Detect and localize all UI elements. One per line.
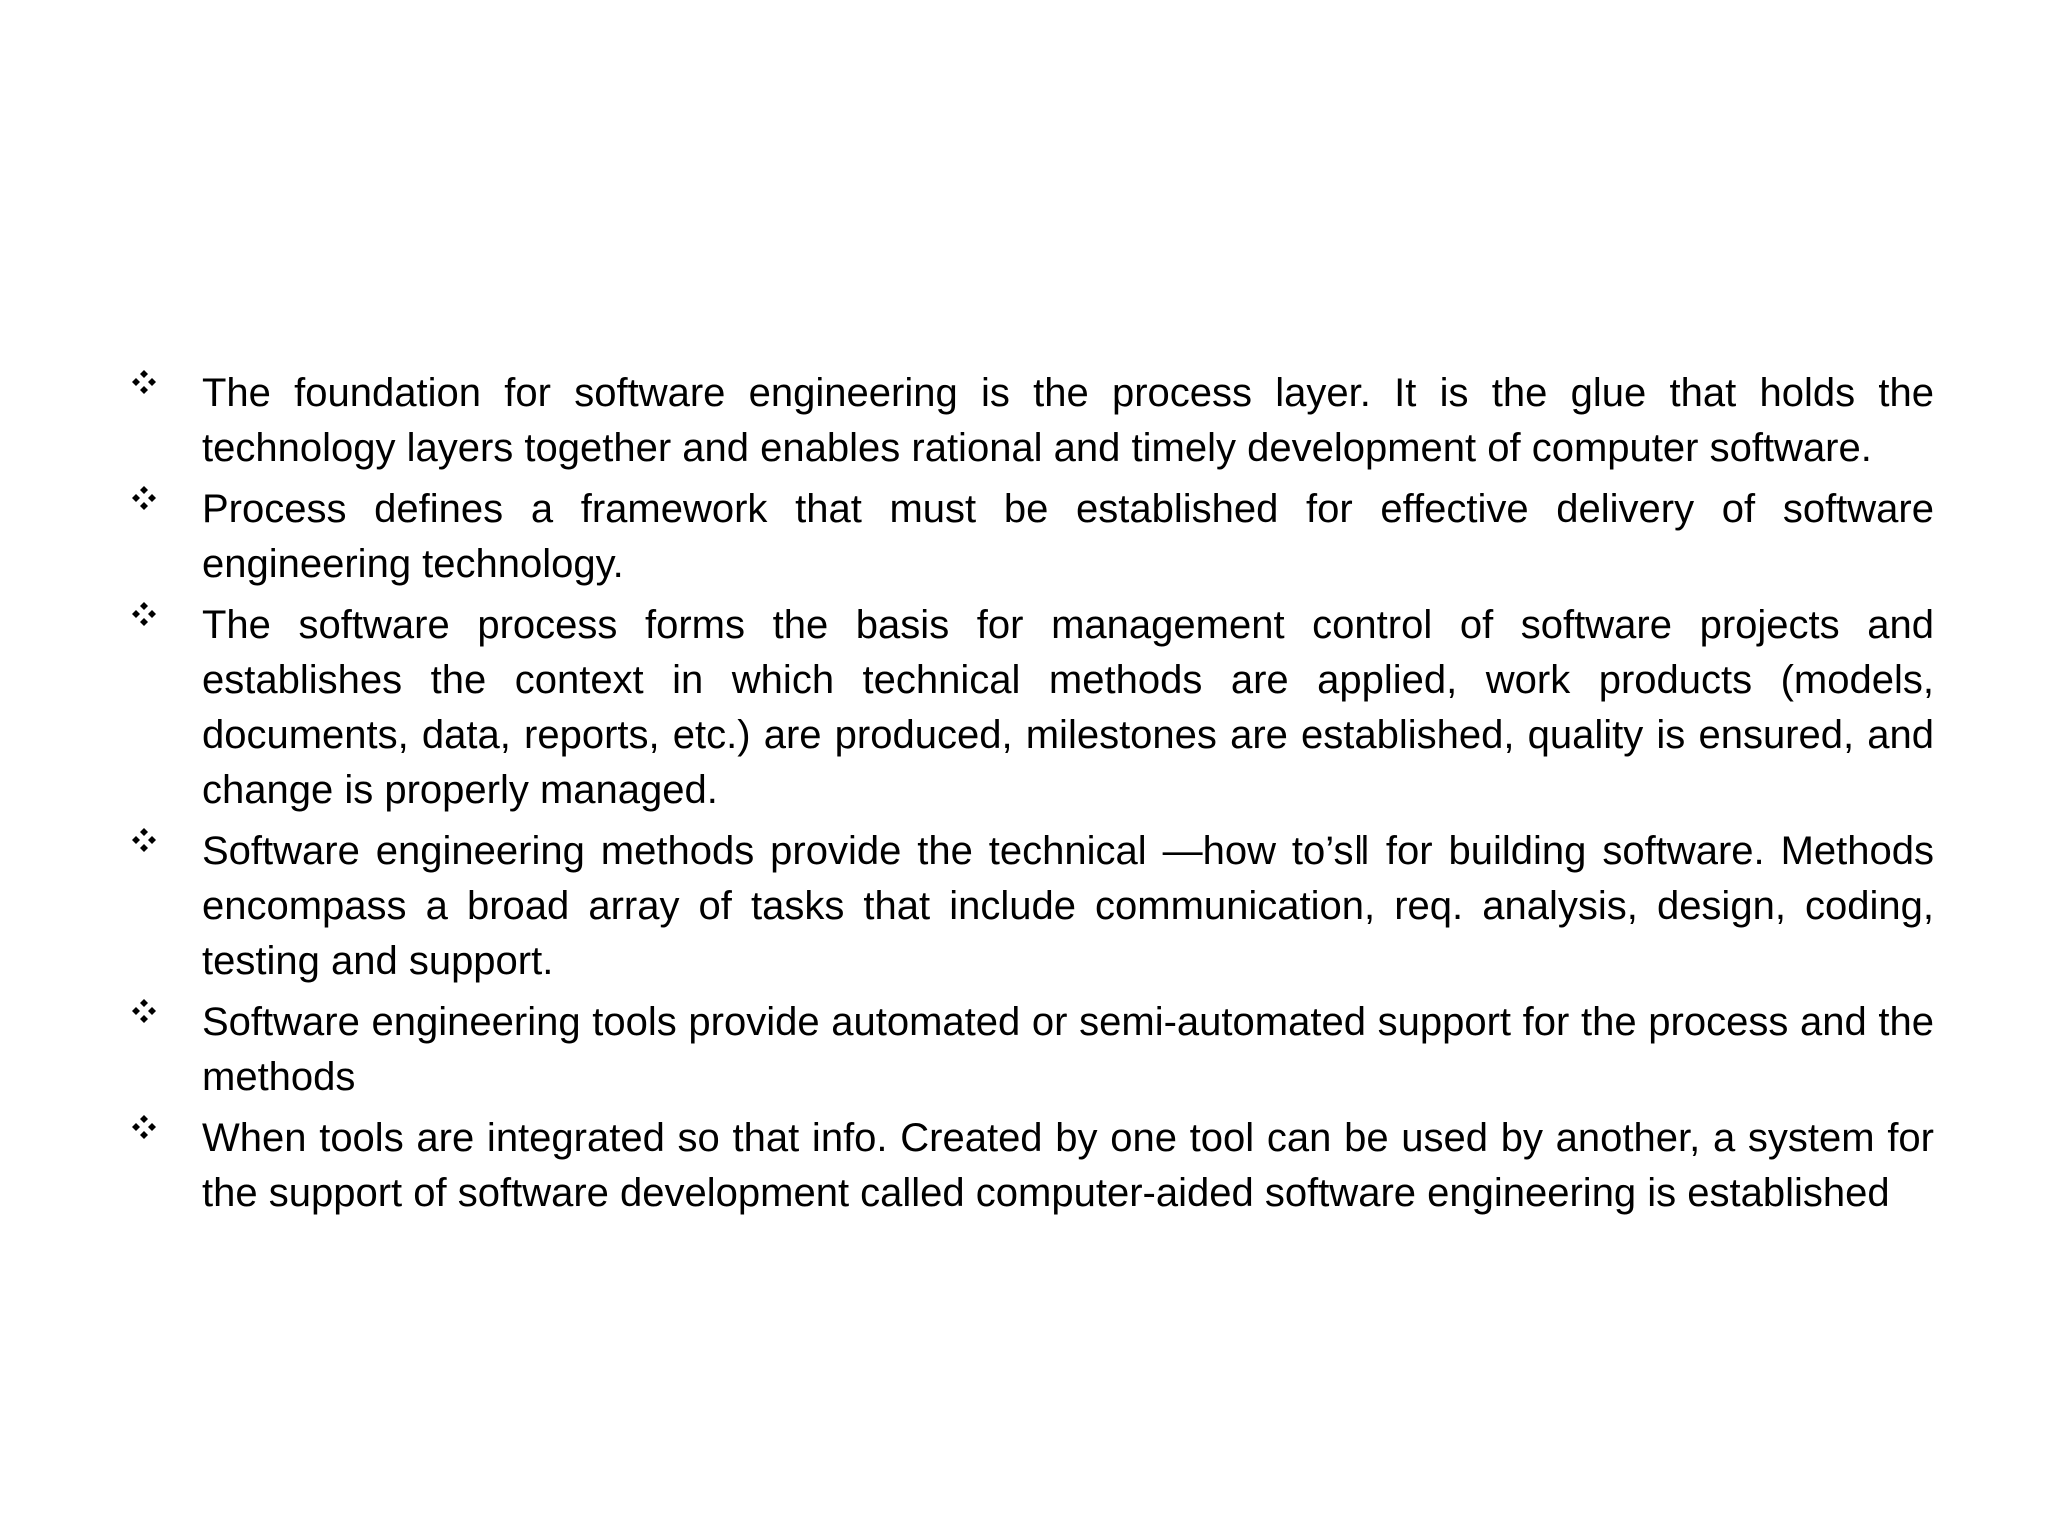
four-diamond-bullet-icon [128,482,160,522]
bullet-text: Process defines a framework that must be established for effective delivery of software engineering technology. [202,487,1934,586]
bullet-text: The foundation for software engineering is the process layer. It is the glue that holds the technology layers together and enables rational and timely development of computer software. [202,371,1934,470]
bullet-text: Software engineering methods provide the technical ―how to’s‖ for building software. Methods encompass a broad array of tasks that include communication, req. analysis, design, coding, testing and support. [202,829,1934,983]
bullet-item-methods [128,824,1934,989]
bullet-item-case [128,1111,1934,1221]
bullet-item-management-control [128,598,1934,818]
four-diamond-bullet-icon [128,995,160,1035]
bullet-item-process-foundation [128,366,1934,476]
bullet-text: When tools are integrated so that info. Created by one tool can be used by another, a system for the support of software development called computer-aided software engineering is established [202,1116,1934,1215]
four-diamond-bullet-icon [128,824,160,864]
bullet-item-tools [128,995,1934,1105]
bullet-list [128,366,1934,1227]
bullet-text: Software engineering tools provide automated or semi-automated support for the process and the methods [202,1000,1934,1099]
four-diamond-bullet-icon [128,598,160,638]
bullet-text: The software process forms the basis for management control of software projects and establishes the context in which technical methods are applied, work products (models, documents, data, reports, etc.) are produced, milestones are established, quality is ensured, and change is properly managed. [202,603,1934,812]
four-diamond-bullet-icon [128,366,160,406]
bullet-item-process-framework [128,482,1934,592]
four-diamond-bullet-icon [128,1111,160,1151]
